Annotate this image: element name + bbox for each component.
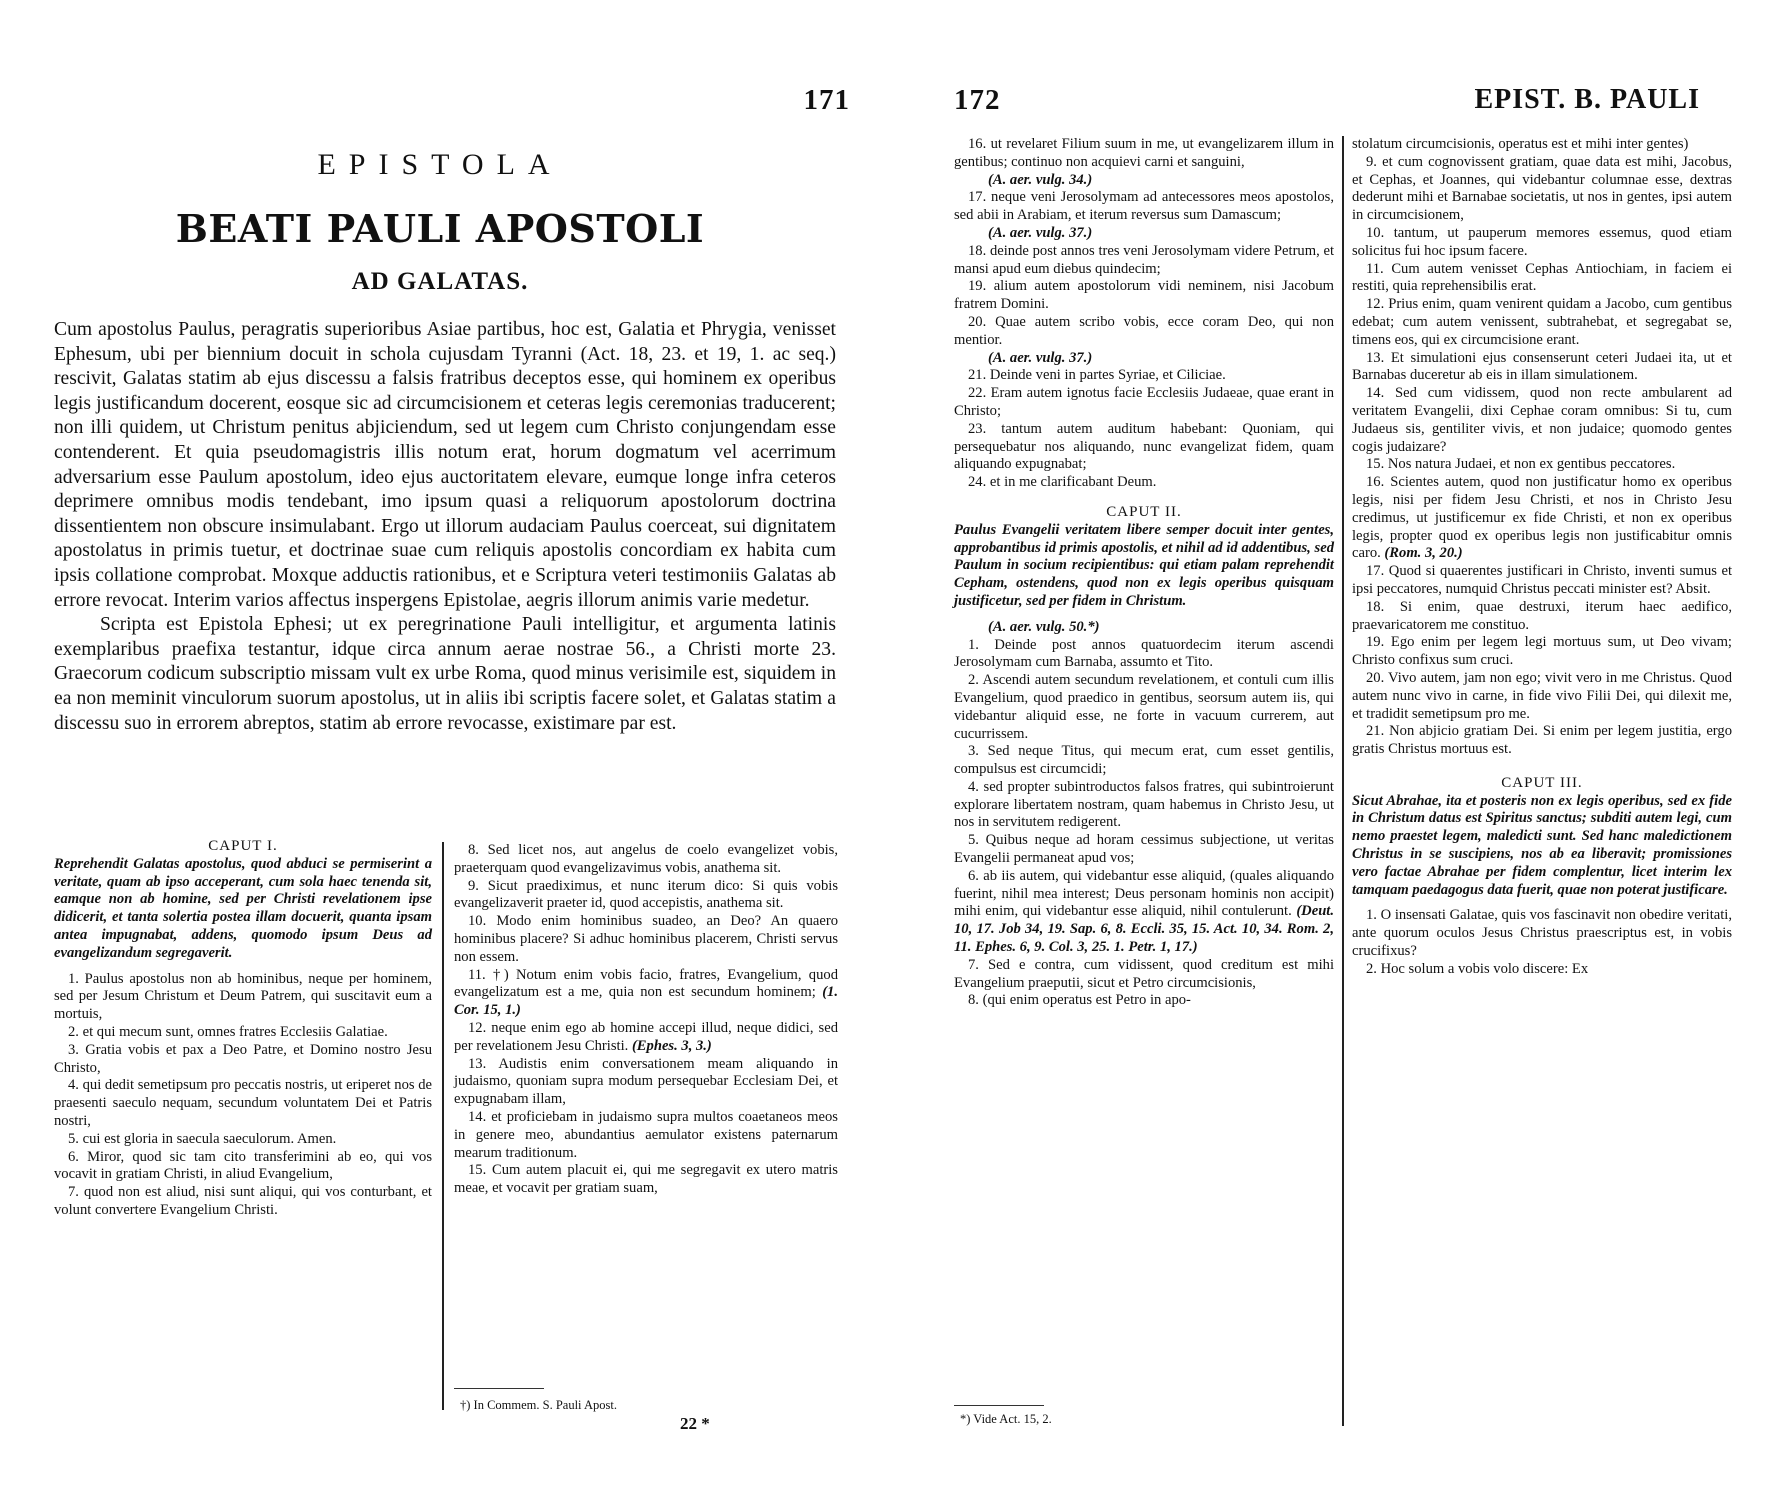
verse: 23. tantum autem auditum habebant: Quoniam, qui persequebatur nos aliquando, nunc evangelizat fidem, quam aliquando expugnabat; xyxy=(954,420,1334,473)
verse: 12. Prius enim, quam venirent quidam a Jacobo, cum gentibus edebat; cum autem venissent, subtrahebat, et segregabat se, timens eos, qui ex circumcisione erant. xyxy=(1352,296,1732,348)
verse: 15. Nos natura Judaei, et non ex gentibus peccatores. xyxy=(1366,456,1676,473)
verse: 10. Modo enim hominibus suadeo, an Deo? An quaero hominibus placere? Si adhuc hominibus placerem, Christi servus non essem. xyxy=(454,913,838,965)
verse: 24. et in me clarificabant Deum. xyxy=(968,474,1157,491)
verse: 12. neque enim ego ab homine accepi illud, neque didici, sed per revelationem Jesu Christi. (Ephes. 3, 3.) xyxy=(454,1019,838,1054)
verse: 17. Quod si quaerentes justificari in Christo, inventi sumus et ipsi peccatores, numquid Christus peccati minister est? Absit. xyxy=(1352,563,1732,597)
title-ad-galatas: AD GALATAS. xyxy=(351,268,529,295)
date-reference: (A. aer. vulg. 37.) xyxy=(988,224,1093,241)
signature-mark: 22 * xyxy=(680,1414,710,1433)
verse: 15. Cum autem placuit ei, qui me segregavit ex utero matris meae, et vocavit per gratiam suam, xyxy=(454,1162,838,1197)
verse: 4. sed propter subintroductos falsos fratres, qui subintroierunt explorare libertatem nostram, quam habemus in Christo Jesu, ut nos in servitutem redigerent. xyxy=(954,778,1334,831)
verse: 1. Deinde post annos quatuordecim iterum ascendi Jerosolymam cum Barnaba, assumto et Tito. xyxy=(954,636,1334,671)
verse: 22. Eram autem ignotus facie Ecclesiis Judaeae, quae erant in Christo; xyxy=(954,385,1334,419)
date-reference: (A. aer. vulg. 50.*) xyxy=(988,618,1100,635)
intro-paragraph: Scripta est Epistola Ephesi; ut ex peregrinatione Pauli intelligitur, et argumenta latinis exemplaribus praefixa testantur, idque circa annum aerae nostrae 56., a Christi morte 23. Graecorum codicum subscriptio missam vult ex urbe Roma, quod minus verisimile est, siquidem in ea non meminit vinculorum suorum apostolus, ut in aliis ibi scriptis facere solet, et Galatas statim a discessu suo in errorem abreptos, statim ab errore revocasse, existimare par est. xyxy=(54,614,836,734)
date-reference: (A. aer. vulg. 37.) xyxy=(988,349,1093,366)
chapter-argument: Sicut Abrahae, ita et posteris non ex legis operibus, sed ex fide in Christum datus est Spiritus sanctus; subditi autem legi, cum nemo praestet legem, maledicti sunt. Sed hanc maledictionem Christus in se suscipiens, nos ab ea liberavit; promissiones vero factae Abrahae per fidem complentur, licet interim lex tamquam paedagogus data fuerit, quae non poterat justificare. xyxy=(1352,792,1732,898)
left-page xyxy=(40,0,850,1500)
verse: 8. (qui enim operatus est Petro in apo- xyxy=(968,992,1191,1009)
verse: 19. alium autem apostolorum vidi neminem, nisi Jacobum fratrem Domini. xyxy=(954,278,1334,313)
chapter-argument: Reprehendit Galatas apostolus, quod abduci se permiserint a veritate, quam ab ipso acceperant, cum sola haec tenenda sit, eamque non ab homine, sed per Christi revelationem ipse didicerit, et tanta solertia postea illam docuerit, quanta ipsam antea impugnabat, addens, quomodo ipsum Deus ad evangelizandum segregaverit. xyxy=(54,855,432,961)
date-reference: (A. aer. vulg. 34.) xyxy=(988,171,1093,188)
footnote: *) Vide Act. 15, 2. xyxy=(960,1412,1052,1426)
chapter-heading: CAPUT I. xyxy=(208,838,278,854)
chapter-heading: CAPUT II. xyxy=(1106,503,1182,520)
verse: 7. Sed e contra, cum vidissent, quod creditum est mihi Evangelium praeputii, sicut et Petro circumcisionis, xyxy=(954,956,1334,991)
verse: 11. Cum autem venisset Cephas Antiochiam, in faciem ei restiti, quia reprehensibilis erat. xyxy=(1352,260,1732,295)
cross-reference: (1. Cor. 15, 1.) xyxy=(454,984,838,1019)
verse: stolatum circumcisionis, operatus est et mihi inter gentes) xyxy=(1352,136,1689,152)
title-beati-pauli: BEATI PAULI APOSTOLI xyxy=(175,206,705,251)
verse: 21. Deinde veni in partes Syriae, et Ciliciae. xyxy=(968,367,1226,384)
verse: 5. Quibus neque ad horam cessimus subjectione, ut veritas Evangelii permaneat apud vos; xyxy=(954,832,1334,867)
verse: 1. Paulus apostolus non ab hominibus, neque per hominem, sed per Jesum Christum et Deum Patrem, qui suscitavit eum a mortuis, xyxy=(54,970,432,1023)
footnote-rule xyxy=(454,1388,544,1389)
left-column-2 xyxy=(454,842,838,1198)
column-divider xyxy=(1342,136,1344,1426)
chapter-heading: CAPUT III. xyxy=(1501,774,1583,791)
verse: 2. Ascendi autem secundum revelationem, et contuli cum illis Evangelium, quod praedico in gentibus, seorsum autem iis, qui videbantur aliquid esse, ne forte in vacuum currerem, aut cucurrissem. xyxy=(954,672,1334,742)
verse: 20. Quae autem scribo vobis, ecce coram Deo, qui non mentior. xyxy=(954,313,1334,348)
introduction xyxy=(54,318,836,736)
verse: 9. et cum cognovissent gratiam, quae data est mihi, Jacobus, et Cephas, et Joannes, qui videbantur columnae esse, dextras dederunt mihi et Barnabae societatis, ut nos in gentes, ipsi autem in circumcisionem, xyxy=(1352,153,1732,224)
verse: 3. Gratia vobis et pax a Deo Patre, et Domino nostro Jesu Christo, xyxy=(54,1041,432,1076)
title-epistola: EPISTOLA xyxy=(317,148,563,181)
cross-reference: (Deut. 10, 17. Job 34, 19. Sap. 6, 8. Eccli. 35, 15. Act. 10, 34. Rom. 2, 11. Ephes. 6, 9. Col. 3, 25. 1. Petr. 1, 17.) xyxy=(954,903,1335,956)
verse: 13. Et simulationi ejus consenserunt ceteri Judaei ita, ut et Barnabas duceretur ab eis in illam simulationem. xyxy=(1352,349,1732,384)
verse: 14. Sed cum vidissem, quod non recte ambularent ad veritatem Evangelii, dixi Cephae coram omnibus: Si tu, cum Judaeus sis, gentiliter vivis, et non judaice; quomodo gentes cogis judaizare? xyxy=(1352,385,1732,455)
intro-paragraph: Cum apostolus Paulus, peragratis superioribus Asiae partibus, hoc est, Galatia et Phrygia, venisset Ephesum, ubi per biennium docuit in schola cujusdam Tyranni (Act. 18, 23. et 19, 1. ac seq.) rescivit, Galatas statim ab ejus discessu a falsis fratribus deceptos esse, qui hominem ex operibus legis justificandum docerent, eosque sic ad circumcisionem et ceteras legis ceremonias traducerent; non illi quidem, ut Christum penitus abjiciendum, sed ut legem cum Christo conjungendam esse contenderent. Et quia pseudomagistris illis notum erat, horum dogmatum vel acerrimum adversarium esse Paulum apostolum, ideo ejus auctoritatem elevare, eumque longe infra ceteros deprimere omnibus modis tendebant, imo ipsum quasi a reliquorum apostolorum doctrina dissentientem non obscure insimulabant. Ergo ut illorum audaciam Paulus coerceat, sui dignitatem apostolatus in primis tuetur, et doctrinae suae cum reliquis apostolis concordiam ex habita cum ipsis collatione comprobat. Moxque adductis rationibus, et e Scriptura veteri testimoniis Galatas ab errore revocat. Interim varios affectus inspergens Epistolae, aegris illorum animis varie medetur. xyxy=(54,319,836,611)
column-divider xyxy=(442,842,444,1410)
verse: 11. †) Notum enim vobis facio, fratres, Evangelium, quod evangelizatum est a me, quia non est secundum hominem; (1. Cor. 15, 1.) xyxy=(454,966,838,1019)
footnote: †) In Commem. S. Pauli Apost. xyxy=(460,1398,617,1412)
verse: 6. ab iis autem, qui videbantur esse aliquid, (quales aliquando fuerint, nihil mea interest; Deus personam hominis non accipit) mihi enim, qui videbantur esse aliquid, nihil contulerunt. (Deut. 10, 17. Job 34, 19. Sap. 6, 8. Eccli. 35, 15. Act. 10, 34. Rom. 2, 11. Ephes. 6, 9. Col. 3, 25. 1. Petr. 1, 17.) xyxy=(954,867,1335,956)
verse: 14. et proficiebam in judaismo supra multos coaetaneos meos in genere meo, abundantius aemulator existens paternarum mearum traditionum. xyxy=(454,1108,838,1161)
verse: 19. Ego enim per legem legi mortuus sum, ut Deo vivam; Christo confixus sum cruci. xyxy=(1352,634,1732,669)
chapter-argument: Paulus Evangelii veritatem libere semper docuit inter gentes, approbantibus id primis apostolis, et nihil ad id addentibus, sed Paulum in socium recipientibus: qui etiam palam reprehendit Cepham, ostendens, quod non ex legis operibus quisquam justificetur, sed per fidem in Christum. xyxy=(954,521,1334,609)
verse: 16. ut revelaret Filium suum in me, ut evangelizarem illum in gentibus; continuo non acquievi carni et sanguini, xyxy=(954,136,1334,170)
verse: 21. Non abjicio gratiam Dei. Si enim per legem justitia, ergo gratis Christus mortuus est. xyxy=(1352,723,1732,758)
verse: 8. Sed licet nos, aut angelus de coelo evangelizet vobis, praeterquam quod evangelizavimus vobis, anathema sit. xyxy=(454,842,838,876)
cross-reference: (Ephes. 3, 3.) xyxy=(631,1037,712,1054)
right-column-2 xyxy=(1352,136,1732,979)
page-number: 172 xyxy=(954,84,1001,116)
left-column-1 xyxy=(54,838,432,1220)
verse: 17. neque veni Jerosolymam ad antecessores meos apostolos, sed abii in Arabiam, et iterum reversus sum Damascum; xyxy=(954,189,1334,224)
verse: 13. Audistis enim conversationem meam aliquando in judaismo, quoniam supra modum persequebar Ecclesiam Dei, et expugnabam illam, xyxy=(454,1055,838,1108)
verse: 5. cui est gloria in saecula saeculorum. Amen. xyxy=(68,1130,337,1147)
right-column-1 xyxy=(954,136,1334,1010)
verse: 1. O insensati Galatae, quis vos fascinavit non obedire veritati, ante quorum oculos Jesus Christus praescriptus est, in vobis crucifixus? xyxy=(1352,907,1732,960)
verse: 18. Si enim, quae destruxi, iterum haec aedifico, praevaricatorem me constituo. xyxy=(1352,598,1732,633)
verse: 4. qui dedit semetipsum pro peccatis nostris, ut eriperet nos de praesenti saeculo nequam, secundum voluntatem Dei et Patris nostri, xyxy=(54,1077,432,1129)
verse: 7. quod non est aliud, nisi sunt aliqui, qui vos conturbant, et volunt convertere Evangelium Christi. xyxy=(54,1184,432,1218)
verse: 3. Sed neque Titus, qui mecum erat, cum esset gentilis, compulsus est circumcidi; xyxy=(954,743,1334,778)
verse: 10. tantum, ut pauperum memores essemus, quod etiam solicitus fui hoc ipsum facere. xyxy=(1352,224,1732,259)
verse: 9. Sicut praediximus, et nunc iterum dico: Si quis vobis evangelizaverit praeter id, quod accepistis, anathema sit. xyxy=(454,877,838,912)
verse: 2. Hoc solum a vobis volo discere: Ex xyxy=(1366,960,1589,977)
verse: 20. Vivo autem, jam non ego; vivit vero in me Christus. Quod autem nunc vivo in carne, in fide vivo Filii Dei, qui dilexit me, et tradidit semetipsum pro me. xyxy=(1352,669,1732,722)
page-number: 171 xyxy=(803,84,850,116)
verse: 2. et qui mecum sunt, omnes fratres Ecclesiis Galatiae. xyxy=(68,1023,388,1040)
running-head: EPIST. B. PAULI xyxy=(1474,84,1700,115)
cross-reference: (Rom. 3, 20.) xyxy=(1384,545,1463,562)
right-page xyxy=(940,0,1740,1500)
verse: 18. deinde post annos tres veni Jerosolymam videre Petrum, et mansi apud eum diebus quindecim; xyxy=(954,242,1334,277)
verse: 16. Scientes autem, quod non justificatur homo ex operibus legis, nisi per fidem Jesu Christi, et nos in Christo Jesu credimus, ut justificemur ex fide Christi, et non ex operibus legis, propter quod ex operibus legis non justificabitur omnis caro. (Rom. 3, 20.) xyxy=(1352,474,1732,562)
verse: 6. Miror, quod sic tam cito transferimini ab eo, qui vos vocavit in gratiam Christi, in aliud Evangelium, xyxy=(54,1148,432,1183)
footnote-rule xyxy=(954,1405,1044,1406)
